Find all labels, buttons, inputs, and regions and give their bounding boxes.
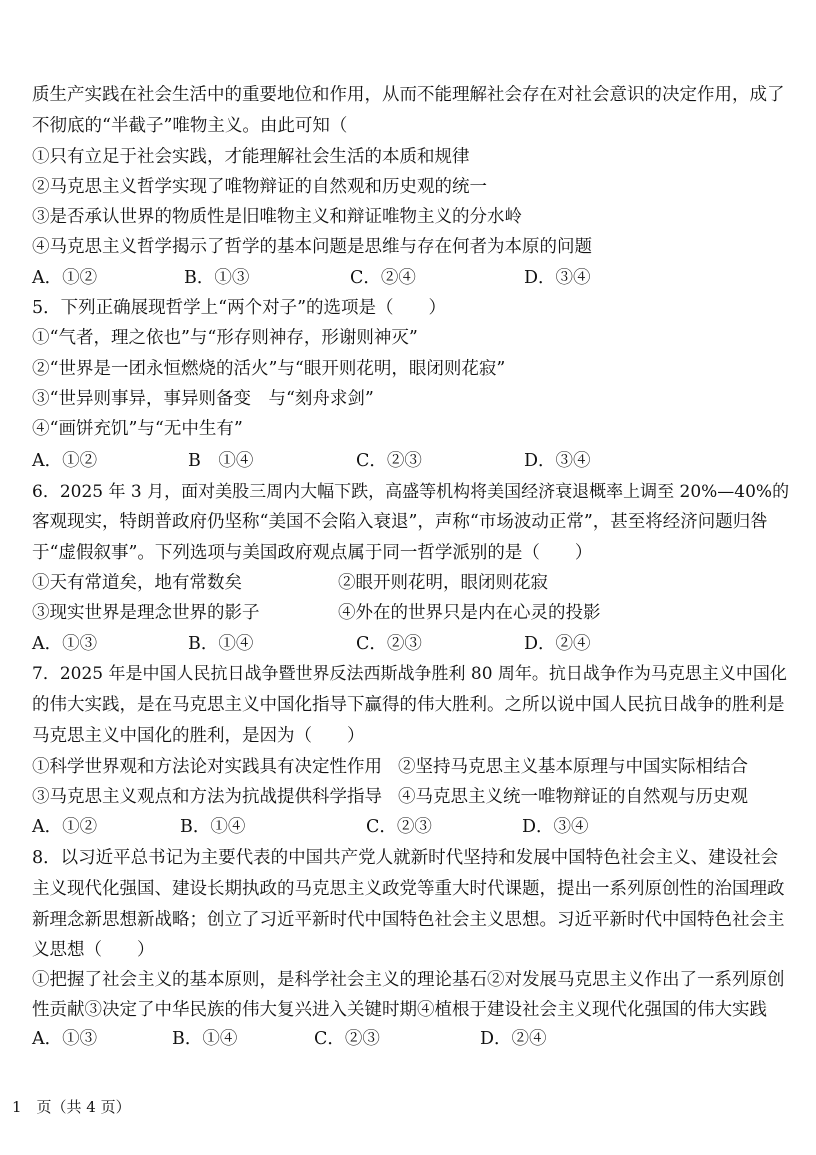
q4-text-line: 不彻底的“半截子”唯物主义。由此可知（ [32,116,348,136]
q6-statement: ②眼开则花明，眼闭则花寂 [338,573,548,593]
q8-option-a[interactable]: A．①③ [32,1029,98,1049]
q6-text-line: 6．2025 年 3 月，面对美股三周内大幅下跌，高盛等机构将美国经济衰退概率上调至 20%—40%的 [32,482,790,502]
page-footer: 1 页（共 4 页） [12,1098,131,1116]
q5-statement: ①“气者，理之依也”与“形存则神存，形谢则神灭” [32,328,418,348]
q6-option-b[interactable]: B．①④ [188,634,254,654]
q4-statement: ③是否承认世界的物质性是旧唯物主义和辩证唯物主义的分水岭 [32,207,522,227]
q7-statement: ④马克思主义统一唯物辩证的自然观与历史观 [398,787,748,807]
q8-option-d[interactable]: D．②④ [480,1029,547,1049]
q7-statement: ②坚持马克思主义基本原理与中国实际相结合 [398,757,748,777]
q4-statement: ②马克思主义哲学实现了唯物辩证的自然观和历史观的统一 [32,177,487,197]
q6-options [32,629,792,659]
q4-text-line: 质生产实践在社会生活中的重要地位和作用，从而不能理解社会存在对社会意识的决定作用，成了 [32,85,785,105]
q5-stem: 5．下列正确展现哲学上“两个对子”的选项是（ ） [32,298,447,318]
q5-statement: ④“画饼充饥”与“无中生有” [32,419,243,439]
q7-statement: ①科学世界观和方法论对实践具有决定性作用 [32,757,382,777]
q7-options [32,812,792,842]
q5-option-c[interactable]: C．②③ [356,451,422,471]
q6-statement-row [32,568,792,598]
q6-text-line: 客观现实，特朗普政府仍坚称“美国不会陷入衰退”，声称“市场波动正常”，甚至将经济问题归咎 [32,512,768,532]
q5-options [32,446,792,476]
q4-statement: ①只有立足于社会实践，才能理解社会生活的本质和规律 [32,147,470,167]
q4-option-a[interactable]: A．①② [32,268,98,288]
q5-option-d[interactable]: D．③④ [524,451,591,471]
q4-statement: ④马克思主义哲学揭示了哲学的基本问题是思维与存在何者为本原的问题 [32,237,592,257]
q7-statement-row [32,782,792,812]
q7-text-line: 马克思主义中国化的胜利，是因为（ ） [32,726,365,746]
q7-statement-row [32,752,792,782]
q7-option-b[interactable]: B．①④ [180,817,246,837]
q4-options [32,263,792,293]
q7-text-line: 7．2025 年是中国人民抗日战争暨世界反法西斯战争胜利 80 周年。抗日战争作为马克思主义中国化 [32,664,787,684]
q6-option-a[interactable]: A．①③ [32,634,98,654]
q6-text-line: 于“虚假叙事”。下列选项与美国政府观点属于同一哲学派别的是（ ） [32,543,593,563]
q8-option-b[interactable]: B．①④ [172,1029,238,1049]
q8-option-c[interactable]: C．②③ [314,1029,380,1049]
q7-option-c[interactable]: C．②③ [366,817,432,837]
q4-option-d[interactable]: D．③④ [524,268,591,288]
q5-option-b[interactable]: B ①④ [188,451,254,471]
q6-statement: ①天有常道矣，地有常数矣 [32,573,242,593]
q6-statement-row [32,598,792,628]
q8-statement-line: ①把握了社会主义的基本原则，是科学社会主义的理论基石②对发展马克思主义作出了一系列原创 [32,970,785,990]
q8-options [32,1024,792,1054]
q5-statement: ③“世异则事异，事异则备变 与“刻舟求剑” [32,389,374,409]
q4-option-c[interactable]: C．②④ [350,268,416,288]
q6-option-d[interactable]: D．②④ [524,634,591,654]
q7-option-a[interactable]: A．①② [32,817,98,837]
q6-statement: ③现实世界是理念世界的影子 [32,603,260,623]
q5-statement: ②“世界是一团永恒燃烧的活火”与“眼开则花明，眼闭则花寂” [32,359,506,379]
q8-text-line: 义思想（ ） [32,940,155,960]
q7-text-line: 的伟大实践，是在马克思主义中国化指导下赢得的伟大胜利。之所以说中国人民抗日战争的胜利是 [32,695,785,715]
q7-statement: ③马克思主义观点和方法为抗战提供科学指导 [32,787,382,807]
q5-option-a[interactable]: A．①② [32,451,98,471]
q4-option-b[interactable]: B．①③ [184,268,250,288]
q8-text-line: 主义现代化强国、建设长期执政的马克思主义政党等重大时代课题，提出一系列原创性的治国理政 [32,879,785,899]
q8-text-line: 8．以习近平总书记为主要代表的中国共产党人就新时代坚持和发展中国特色社会主义、建设社会 [32,848,779,868]
q8-statement-line: 性贡献③决定了中华民族的伟大复兴进入关键时期④植根于建设社会主义现代化强国的伟大实践 [32,1000,767,1020]
q6-statement: ④外在的世界只是内在心灵的投影 [338,603,601,623]
q6-option-c[interactable]: C．②③ [356,634,422,654]
q7-option-d[interactable]: D．③④ [522,817,589,837]
q8-text-line: 新理念新思想新战略；创立了习近平新时代中国特色社会主义思想。习近平新时代中国特色社会主 [32,910,785,930]
